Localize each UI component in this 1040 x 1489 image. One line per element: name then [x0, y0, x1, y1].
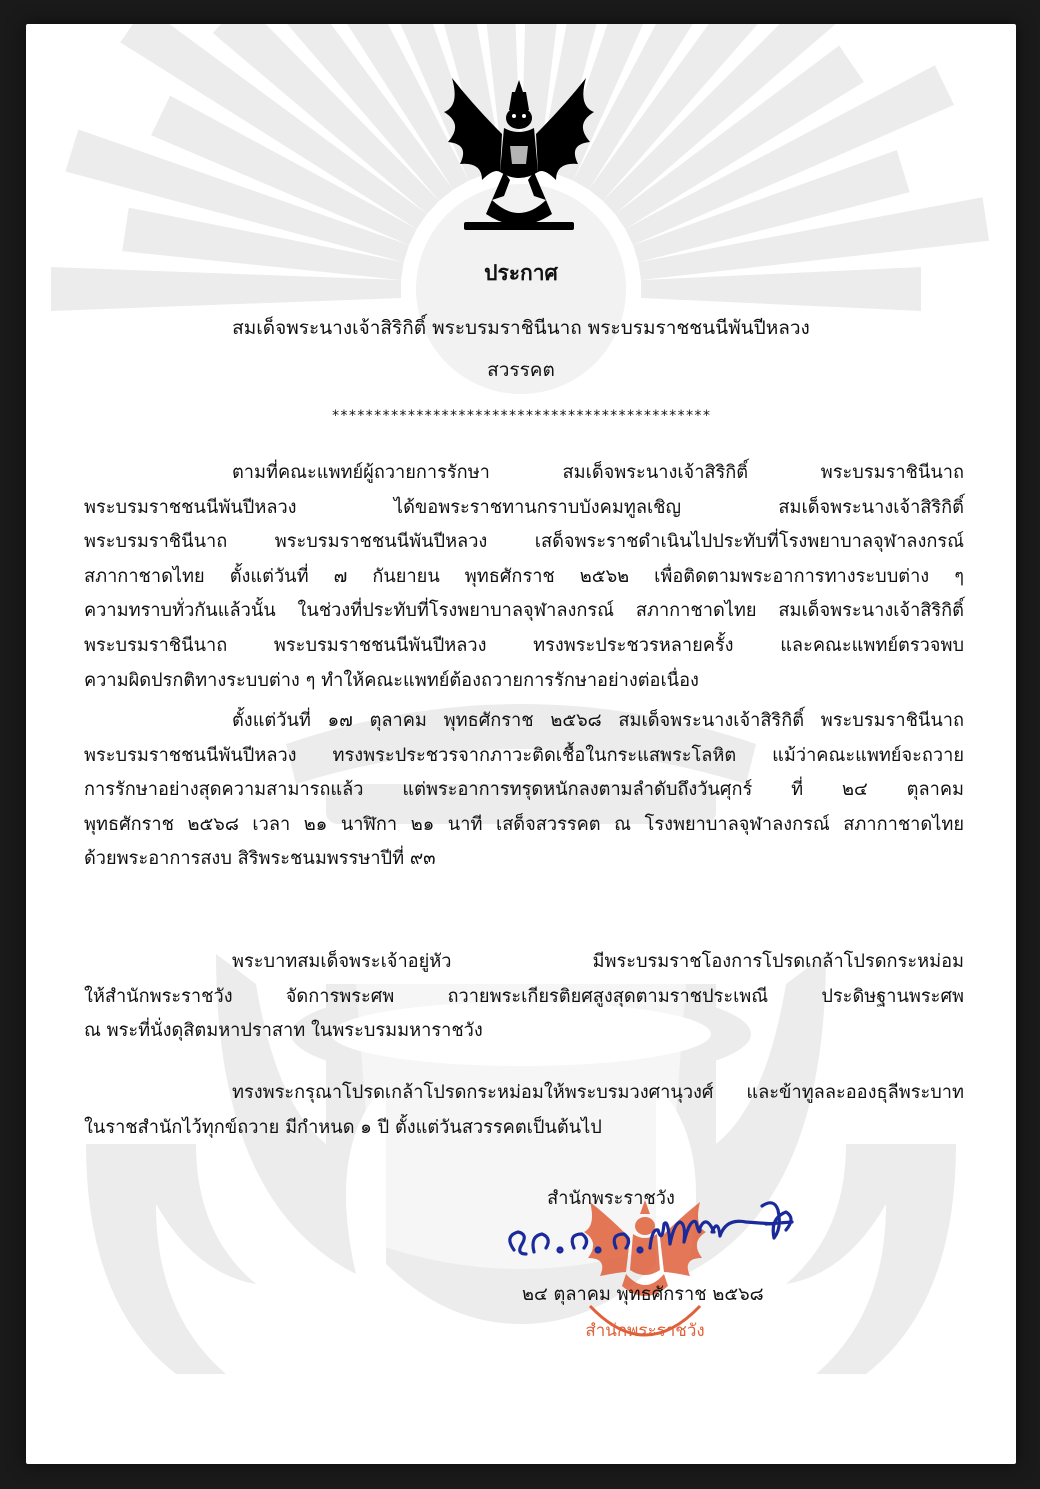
paragraph-1 [84, 456, 964, 698]
seal-text: สำนักพระราชวัง [585, 1321, 705, 1341]
paragraph-line: ให้สำนักพระราชวัง จัดการพระศพ ถวายพระเกียรติยศสูงสุดตามราชประเพณี ประดิษฐานพระศพ [84, 985, 964, 1007]
paragraph-line: ความทราบทั่วกันแล้วนั้น ในช่วงที่ประทับที่โรงพยาบาลจุฬาลงกรณ์ สภากาชาดไทย สมเด็จพระนางเจ้าสิริกิติ์ [84, 600, 964, 622]
paragraph-4 [84, 1076, 964, 1145]
paragraph-line: พระบรมราชินีนาถ พระบรมราชชนนีพันปีหลวง เสด็จพระราชดำเนินไปประทับที่โรงพยาบาลจุฬาลงกรณ์ [84, 531, 964, 553]
paragraph-line: ณ พระที่นั่งดุสิตมหาปราสาท ในพระบรมมหาราชวัง [84, 1020, 483, 1042]
paragraph-line: ด้วยพระอาการสงบ สิริพระชนมพรรษาปีที่ ๙๓ [84, 848, 436, 870]
paragraph-line: พระบาทสมเด็จพระเจ้าอยู่หัว มีพระบรมราชโองการโปรดเกล้าโปรดกระหม่อม [232, 951, 964, 972]
paragraph-line: ความผิดปรกติทางระบบต่าง ๆ ทำให้คณะแพทย์ต้องถวายการรักษาอย่างต่อเนื่อง [84, 669, 699, 691]
paragraph-line: การรักษาอย่างสุดความสามารถแล้ว แต่พระอาการทรุดหนักลงตามลำดับถึงวันศุกร์ ที่ ๒๔ ตุลาคม [84, 779, 964, 801]
paragraph-line: พุทธศักราช ๒๕๖๘ เวลา ๒๑ นาฬิกา ๒๑ นาที เสด็จสวรรคต ณ โรงพยาบาลจุฬาลงกรณ์ สภากาชาดไทย [84, 813, 964, 835]
subtitle-line-1: สมเด็จพระนางเจ้าสิริกิติ์ พระบรมราชินีนาถ พระบรมราชชนนีพันปีหลวง [232, 317, 810, 339]
paragraph-2 [84, 704, 964, 877]
paragraph-line: พระบรมราชินีนาถ พระบรมราชชนนีพันปีหลวง ทรงพระประชวรหลายครั้ง และคณะแพทย์ตรวจพบ [84, 634, 964, 656]
paragraph-line: พระบรมราชชนนีพันปีหลวง ทรงพระประชวรจากภาวะติดเชื้อในกระแสพระโลหิต แม้ว่าคณะแพทย์จะถวาย [84, 744, 964, 766]
paragraph-line: ในราชสำนักไว้ทุกข์ถวาย มีกำหนด ๑ ปี ตั้งแต่วันสวรรคตเป็นต้นไป [84, 1116, 602, 1138]
issuer-name: สำนักพระราชวัง [547, 1188, 675, 1209]
paragraph-line: ตั้งแต่วันที่ ๑๗ ตุลาคม พุทธศักราช ๒๕๖๘ สมเด็จพระนางเจ้าสิริกิติ์ พระบรมราชินีนาถ [232, 710, 964, 731]
paragraph-line: ทรงพระกรุณาโปรดเกล้าโปรดกระหม่อมให้พระบรมวงศานุวงศ์ และข้าทูลละอองธุลีพระบาท [232, 1082, 964, 1103]
announcement-paper [26, 24, 1016, 1464]
paragraph-line: สภากาชาดไทย ตั้งแต่วันที่ ๗ กันยายน พุทธศักราช ๒๕๖๒ เพื่อติดตามพระอาการทางระบบต่าง ๆ [84, 565, 964, 587]
paragraph-line: พระบรมราชชนนีพันปีหลวง ได้ขอพระราชทานกราบบังคมทูลเชิญ สมเด็จพระนางเจ้าสิริกิติ์ [84, 496, 964, 518]
announcement-title: ประกาศ [484, 261, 558, 285]
announcement-date-visible: ๒๔ ตุลาคม พุทธศักราช ๒๕๖๘ [522, 1284, 764, 1305]
separator-stars: ********************************************* [331, 408, 711, 424]
paragraph-3 [84, 945, 964, 1049]
paragraph-line: ตามที่คณะแพทย์ผู้ถวายการรักษา สมเด็จพระนางเจ้าสิริกิติ์ พระบรมราชินีนาถ [232, 462, 964, 483]
subtitle-line-2: สวรรคต [487, 359, 555, 381]
